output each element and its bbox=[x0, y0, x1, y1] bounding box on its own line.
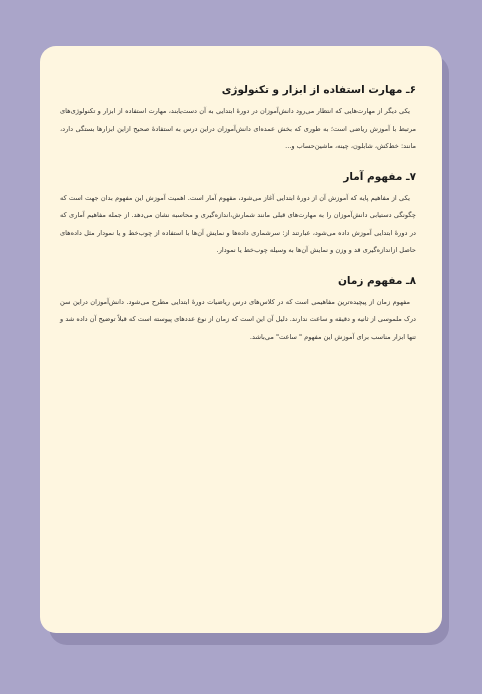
document-page bbox=[40, 46, 442, 633]
section-paragraph: یکی دیگر از مهارت‌هایی که انتظار می‌رود دانش‌آموزان در دورهٔ ابتدایی به آن دست‌یابند، مهارت استفاده از ابزار و تکنولوژی‌های مرتبط با آموزش ریاضی است؛ به طوری که بخش عمده‌ای دانش‌آموزان دراین درس به استفادهٔ صحیح ازاین ابزارها بستگی دارد، مانند: خط‌کش، شابلون، چینه، ماشین‌حساب و... bbox=[60, 107, 416, 150]
section-paragraph: یکی از مفاهیم پایه که آموزش آن از دورهٔ ابتدایی آغاز می‌شود، مفهوم آمار است. اهمیت آموزش این مفهوم بدان جهت است که چگونگی دستیابی دانش‌آموزان را به مهارت‌های قبلی مانند شمارش،اندازه‌گیری و محاسبه نشان می‌دهد. از جمله مفاهیم آماری که در دورهٔ ابتدایی آموزش داده می‌شود، عبارتند از: سرشماری داده‌ها و نمایش آن‌ها با استفاده از چوب‌خط و یا نمودار مثل داده‌های حاصل ازاندازه‌گیری قد و وزن و نمایش آن‌ها به وسیله چوب‌خط یا نمودار. bbox=[60, 193, 416, 254]
section-paragraph: مفهوم زمان از پیچیده‌ترین مفاهیمی است که در کلاس‌های درس ریاضیات دورهٔ ابتدایی مطرح می‌شود. دانش‌آموزان دراین سن درک ملموسی از ثانیه و دقیقه و ساعت ندارند. دلیل آن این است که زمان از نوع عددهای پیوسته است که قبلاً توضیح آن داده شد و تنها ابزار مناسب برای آموزش این مفهوم " ساعت" می‌باشد. bbox=[60, 297, 416, 341]
section-statistics bbox=[60, 169, 416, 260]
section-heading: ۸ـ مفهوم زمان bbox=[337, 274, 416, 287]
section-heading: ۷ـ مفهوم آمار bbox=[343, 170, 416, 183]
section-tools-technology bbox=[60, 82, 416, 156]
section-time bbox=[60, 273, 416, 347]
section-heading: ۶ـ مهارت استفاده از ابزار و تکنولوژی bbox=[221, 84, 416, 96]
